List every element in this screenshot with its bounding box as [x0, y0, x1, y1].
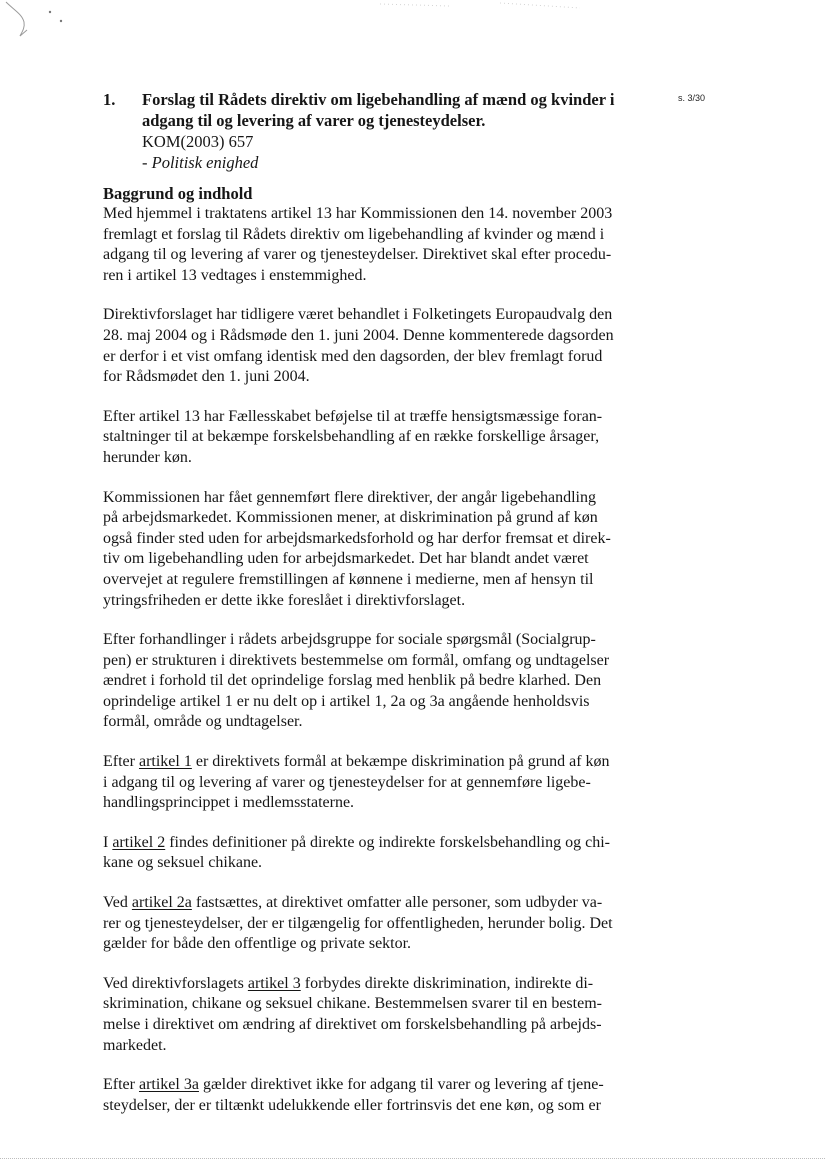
item-status: - Politisk enighed [142, 153, 259, 172]
text-line [103, 893, 628, 914]
paragraph [103, 407, 628, 469]
text-fragment: findes definitioner på direkte og indirekte forskelsbehandling og chi- [165, 833, 610, 851]
agenda-item-heading [103, 89, 643, 173]
paragraph-article-3 [103, 974, 628, 1056]
article-1-link[interactable]: artikel 1 [138, 753, 192, 771]
item-title-line-2: adgang til og levering af varer og tjenesteydelser. [142, 111, 486, 130]
item-reference: KOM(2003) 657 [142, 132, 254, 151]
text-line: overvejet at regulere fremstillingen af kønnene i medierne, men af hensyn til [103, 570, 594, 588]
text-line: staltninger til at bekæmpe forskelsbehandling af en række forskellige årsager, [103, 428, 600, 446]
text-line [103, 1075, 628, 1096]
article-2-link[interactable]: artikel 2 [112, 833, 166, 851]
text-line: ytringsfriheden er dette ikke foreslået i direktivforslaget. [103, 591, 466, 609]
section-heading: Baggrund og indhold [103, 184, 253, 203]
paragraph-article-2 [103, 833, 628, 874]
text-line: også finder sted uden for arbejdsmarkedsforhold og har derfor fremsat et direk- [103, 529, 611, 547]
text-line: handlingsprincippet i medlemsstaterne. [103, 794, 355, 812]
text-fragment: fastsættes, at direktivet omfatter alle personer, som udbyder va- [191, 894, 603, 912]
text-line: oprindelige artikel 1 er nu delt op i artikel 1, 2a og 3a angående henholdsvis [103, 692, 590, 710]
paragraph [103, 204, 628, 286]
text-line: kane og seksuel chikane. [103, 854, 263, 872]
article-3-link[interactable]: artikel 3 [247, 974, 301, 992]
text-fragment: Efter [103, 1076, 139, 1094]
paragraph-article-2a [103, 893, 628, 955]
text-fragment: Efter [103, 753, 139, 771]
text-line: Kommissionen har fået gennemført flere direktiver, der angår ligebehandling [103, 488, 596, 506]
text-line: i adgang til og levering af varer og tjenesteydelser for at gennemføre ligebe- [103, 773, 591, 791]
text-line: ren i artikel 13 vedtages i enstemmighed. [103, 266, 367, 284]
text-line: gælder for både den offentlige og private sektor. [103, 935, 412, 953]
text-fragment: Ved [103, 894, 132, 912]
text-line: steydelser, der er tiltænkt udelukkende eller fortrinsvis det ene køn, og som er [103, 1096, 601, 1114]
text-line [103, 833, 628, 854]
text-line: pen) er strukturen i direktivets bestemmelse om formål, omfang og undtagelser [103, 651, 610, 669]
text-line: markedet. [103, 1036, 167, 1054]
text-line: tiv om ligebehandling uden for arbejdsmarkedet. Det har blandt andet været [103, 550, 589, 568]
text-line: ændret i forhold til det oprindelige forslag med henblik på bedre klarhed. Den [103, 672, 602, 690]
scan-bottom-edge [0, 1158, 825, 1160]
text-line [103, 752, 628, 773]
text-line: Direktivforslaget har tidligere været behandlet i Folketingets Europaudvalg den [103, 306, 613, 324]
text-line: for Rådsmødet den 1. juni 2004. [103, 368, 310, 386]
document-body [103, 183, 628, 1135]
article-3a-link[interactable]: artikel 3a [138, 1076, 199, 1094]
paragraph-article-1 [103, 752, 628, 814]
text-line: herunder køn. [103, 448, 192, 466]
paragraph [103, 488, 628, 612]
text-line: melse i direktivet om ændring af direktivet om forskelsbehandling på arbejds- [103, 1016, 602, 1033]
paragraph [103, 305, 628, 387]
paragraph-article-3a [103, 1075, 628, 1116]
item-title-line-1: Forslag til Rådets direktiv om ligebehandling af mænd og kvinder i [142, 90, 615, 109]
article-2a-link[interactable]: artikel 2a [131, 894, 192, 912]
text-line: 28. maj 2004 og i Rådsmøde den 1. juni 2004. Denne kommenterede dagsorden [103, 326, 614, 344]
text-line: rer og tjenesteydelser, der er tilgængelig for offentligheden, herunder bolig. Det [103, 914, 613, 932]
item-number: 1. [103, 90, 116, 109]
text-line: Efter forhandlinger i rådets arbejdsgruppe for sociale spørgsmål (Socialgrup- [103, 631, 596, 649]
text-line: skrimination, chikane og seksuel chikane. Bestemmelsen svarer til en bestem- [103, 995, 602, 1013]
text-fragment: gælder direktivet ikke for adgang til varer og levering af tjene- [198, 1076, 604, 1094]
text-line: fremlagt et forslag til Rådets direktiv om ligebehandling af kvinder og mænd i [103, 225, 605, 243]
text-line: på arbejdsmarkedet. Kommissionen mener, at diskrimination på grund af køn [103, 509, 598, 527]
text-line: adgang til og levering af varer og tjenesteydelser. Direktivet skal efter procedu- [103, 246, 612, 264]
text-fragment: Ved direktivforslagets [103, 974, 248, 992]
paragraph [103, 630, 628, 733]
text-line: Efter artikel 13 har Fællesskabet beføjelse til at træffe hensigtsmæssige foran- [103, 407, 603, 425]
text-fragment: er direktivets formål at bekæmpe diskrimination på grund af køn [191, 753, 610, 771]
text-line: Med hjemmel i traktatens artikel 13 har Kommissionen den 14. november 2003 [103, 205, 613, 222]
scan-noise-top [380, 0, 600, 16]
scan-artifact-mark [0, 0, 80, 45]
text-fragment: I [103, 833, 113, 851]
text-line [103, 974, 628, 995]
text-line: er derfor i et vist omfang identisk med den dagsorden, der blev fremlagt forud [103, 347, 603, 365]
page-number: s. 3/30 [678, 93, 706, 103]
text-fragment: forbydes direkte diskrimination, indirekte di- [300, 974, 594, 992]
text-line: formål, område og undtagelser. [103, 713, 303, 731]
